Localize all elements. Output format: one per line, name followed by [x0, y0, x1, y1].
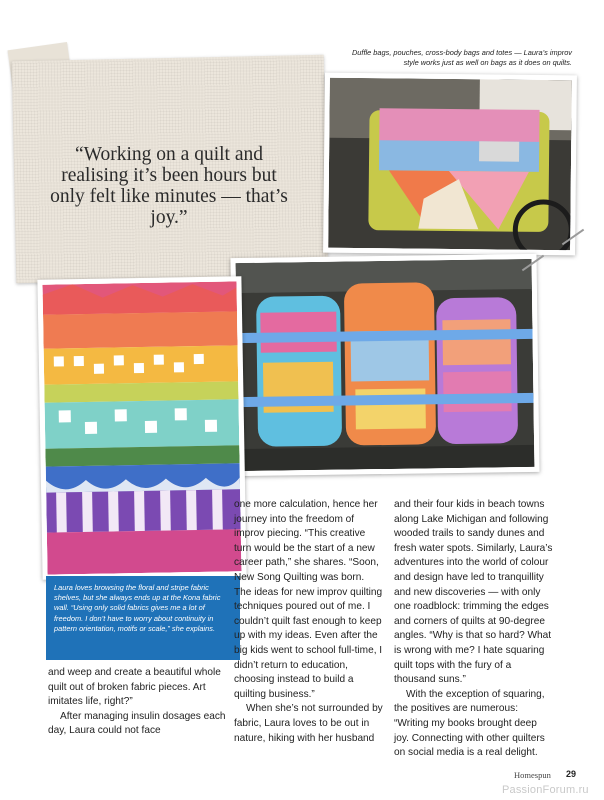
photo-rainbow-quilt [37, 276, 246, 580]
paragraph: one more calculation, hence her journey into the freedom of improv piecing. “This creative turn would be the start of a new career path,” she shares. “Soon, New Song Quilting was born. The ideas for new improv quilting techniques poured out of me. I couldn’t quilt fast enough to keep up with my ideas. Even after the big kids went to school full-time, I didn’t return to education, choosing instead to build a quilting business.” [234, 499, 383, 700]
caption-bags: Duffle bags, pouches, cross-body bags and totes — Laura’s improv style works just as well on bags as it does on quilts. [351, 48, 572, 67]
paragraph: When she’s not surrounded by fabric, Laura loves to be out in nature, hiking with her husband [234, 703, 383, 744]
paragraph: After managing insulin dosages each day, Laura could not face [48, 710, 226, 737]
page-number: 29 [566, 769, 577, 779]
paragraph: and their four kids in beach towns along Lake Michigan and following wooded trails to sandy dunes and fresh water spots. Similarly, Laura’s adventures into the world of colour and design have led to tranquillity and new discoveries — with only one roadblock: trimming the edges and corners of quilts at 90-degree angles. “Why is that so hard? What is wrong with me? I hate squaring quilt tops with the fury of a thousand suns.” [394, 499, 553, 686]
watermark: PassionForum.ru [502, 784, 589, 796]
paragraph: and weep and create a beautiful whole quilt out of broken fabric pieces. Art imitates life, right?” [48, 667, 221, 708]
body-column-2 [234, 498, 384, 746]
body-column-3 [394, 498, 554, 761]
photo-bag-on-bike [323, 73, 577, 256]
paragraph: With the exception of squaring, the positives are numerous: “Writing my books brought deep joy. Connecting with other quilters on social media is a real delight. [394, 688, 545, 759]
bag-on-bike-illustration [328, 78, 572, 251]
photo-duffle-bags [230, 254, 539, 476]
rainbow-quilt-illustration [42, 281, 241, 574]
body-column-1 [48, 666, 228, 739]
duffle-bags-illustration [236, 259, 535, 471]
caption-kona-fabric: Laura loves browsing the floral and stripe fabric shelves, but she always ends up at the Kona fabric wall. “Using only solid fabrics gives me a lot of freedom. I don’t have to worry about continuity in pattern orientation, motifs or scale,” she explains. [46, 576, 240, 660]
pull-quote: “Working on a quilt and realising it’s been hours but only felt like minutes — that’s joy.” [50, 144, 288, 228]
magazine-name: Homespun [514, 770, 551, 780]
